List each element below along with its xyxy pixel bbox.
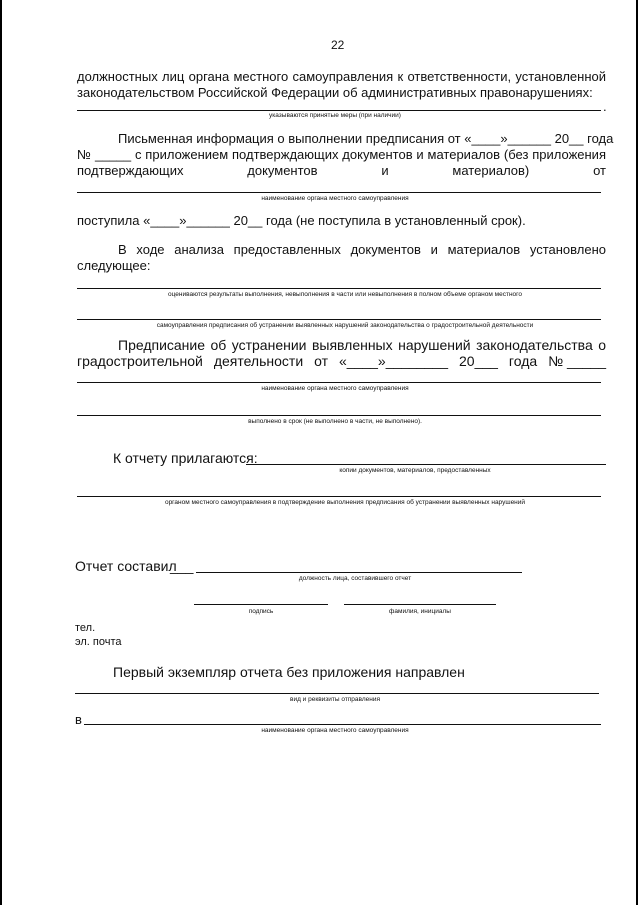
p2-line3 — [77, 163, 606, 178]
p2-caption: наименование органа местного самоуправления — [261, 195, 409, 202]
p2-word-3: и — [381, 163, 389, 178]
p1-line1: должностных лиц органа местного самоуправления к ответственности, установленной — [77, 69, 606, 84]
attach-rule1 — [246, 464, 606, 465]
p2-word-4: материалов) — [452, 163, 530, 178]
p4-rule2 — [77, 319, 601, 320]
report-position-rule — [196, 572, 522, 573]
attach-caption2: органом местного самоуправления в подтверждение выполнения предписания об устранении выявленных нарушений — [164, 499, 526, 506]
p4-caption1: оцениваются результаты выполнения, невыполнения в части или невыполнения в полном объеме органом местного — [167, 291, 522, 298]
sent-rule2 — [84, 724, 601, 725]
p5-word-3: от — [314, 353, 329, 369]
p5-word-5: 20___ — [459, 353, 498, 369]
p1-line2: законодательством Российской Федерации об административных правонарушениях: — [77, 85, 593, 100]
email-label: эл. почта — [75, 636, 122, 648]
p1-caption: указываются принятые меры (при наличии) — [269, 112, 401, 119]
p5-caption1: наименование органа местного самоуправления — [261, 385, 409, 392]
sent-caption1: вид и реквизиты отправления — [290, 696, 380, 703]
p2-word-5: от — [593, 163, 606, 178]
p5-word-2: деятельности — [213, 353, 304, 369]
p2-word-2: документов — [247, 163, 318, 178]
p5-rule1 — [77, 382, 601, 383]
sent-rule1 — [75, 693, 599, 694]
p5-caption2: выполнено в срок (не выполнено в части, не выполнено). — [248, 418, 422, 425]
p3-line: поступила «____»______ 20__ года (не поступила в установленный срок). — [77, 213, 526, 228]
sent-prefix: в — [75, 712, 82, 727]
p5-word-7: № _____ — [548, 353, 606, 369]
attach-caption1: копии документов, материалов, предоставленных — [339, 467, 491, 474]
p5-line2 — [77, 353, 606, 369]
p1-rule — [77, 110, 601, 111]
sent-line: Первый экземпляр отчета без приложения направлен — [113, 664, 465, 680]
p2-line2: № _____ с приложением подтверждающих документов и материалов (без приложения — [77, 147, 606, 162]
p5-word-6: года — [508, 353, 538, 369]
p2-line1: Письменная информация о выполнении предписания от «____»______ 20__ года — [118, 131, 614, 146]
report-blank: ___ — [170, 558, 194, 574]
p5-word-1: градостроительной — [77, 353, 203, 369]
scan-border-right — [636, 0, 638, 905]
p1-dot: . — [603, 99, 607, 114]
name-rule — [344, 604, 496, 605]
phone-label: тел. — [75, 622, 96, 634]
attach-label: К отчету прилагаются: — [113, 450, 258, 466]
sent-caption2: наименование органа местного самоуправления — [261, 727, 409, 734]
p5-rule2 — [77, 415, 601, 416]
p2-word-1: подтверждающих — [77, 163, 184, 178]
signature-caption: подпись — [248, 608, 274, 615]
signature-rule — [194, 604, 328, 605]
p2-rule — [77, 192, 601, 193]
report-label: Отчет составил — [75, 558, 177, 574]
attach-rule2 — [77, 496, 601, 497]
p5-line1: Предписание об устранении выявленных нарушений законодательства о — [118, 337, 606, 353]
page-number: 22 — [331, 38, 345, 52]
p4-line1: В ходе анализа предоставленных документов и материалов установлено — [118, 242, 606, 257]
p4-line2: следующее: — [77, 258, 151, 273]
p4-rule1 — [77, 288, 601, 289]
report-position-caption: должность лица, составившего отчет — [298, 575, 412, 582]
scan-border-left — [0, 0, 2, 905]
name-caption: фамилия, инициалы — [389, 608, 451, 615]
p4-caption2: самоуправления предписания об устранении выявленных нарушений законодательства о градостроительной деятельности — [156, 322, 534, 329]
p5-word-4: «____»________ — [339, 353, 449, 369]
